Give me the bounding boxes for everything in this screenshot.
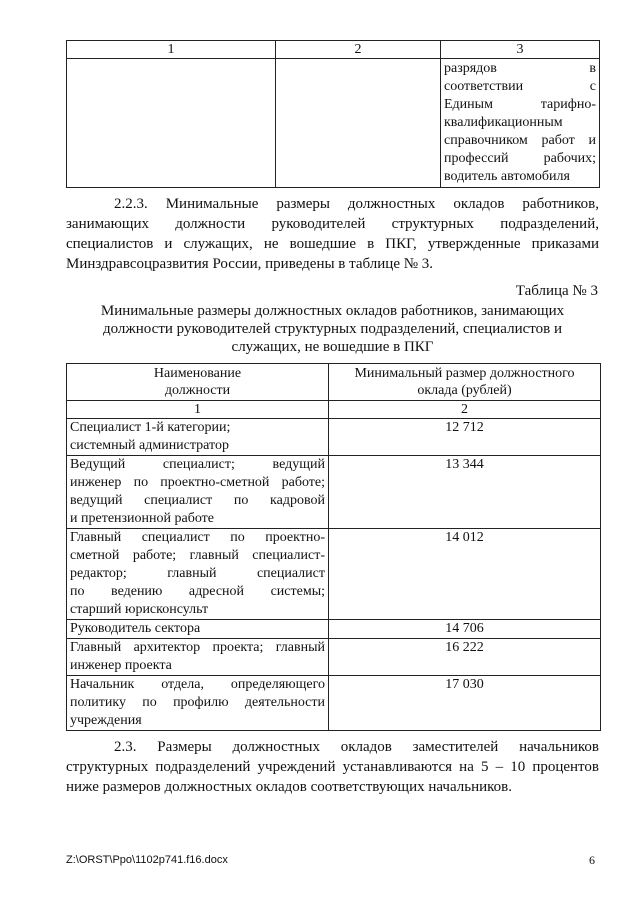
salary-value: 16 222 [329,639,601,676]
table-row [67,639,601,676]
position-name: Главный архитектор проекта; главный инженер проекта [67,639,329,676]
cell-line: разрядов в [444,61,596,76]
table-header-row [67,364,601,401]
paragraph-line: занимающих должности руководителей структурных подразделений, [66,216,599,232]
paragraph-line: 2.3. Размеры должностных окладов заместителей начальников [114,739,599,755]
footer-file-path: Z:\ORST\Ppo\1102p741.f16.docx [66,854,228,866]
continued-table [66,40,600,188]
page-number: 6 [589,853,595,867]
paragraph-2-3 [66,737,599,797]
salary-value: 12 712 [329,419,601,456]
cell-line: Единым тарифно- [444,97,596,112]
salary-value: 14 706 [329,620,601,639]
table-row [67,59,600,188]
table-cell-description [441,59,600,188]
table-row [67,676,601,731]
salary-value: 14 012 [329,529,601,620]
column-number: 2 [329,401,601,419]
table-row [67,620,601,639]
paragraph-2-2-3 [66,194,599,274]
column-number: 1 [67,41,276,59]
paragraph-line: специалистов и служащих, не вошедшие в ПКГ, утвержденные приказами [66,236,599,252]
position-name: Специалист 1-й категории; системный администратор [67,419,329,456]
column-number: 1 [67,401,329,419]
position-name: Руководитель сектора [67,620,329,639]
salary-table [66,363,601,731]
paragraph-line: ниже размеров должностных окладов соответствующих начальников. [66,779,513,795]
cell-line: справочником работ и [444,133,596,148]
table-title [66,302,599,356]
table-label: Таблица № 3 [515,283,598,299]
table-row [67,456,601,529]
table-column-numbers [67,401,601,419]
title-line: служащих, не вошедшие в ПКГ [231,339,434,355]
cell-line: водитель автомобиля [444,169,570,184]
header-min-salary: Минимальный размер должностного оклада (рублей) [329,364,601,401]
paragraph-line: 2.2.3. Минимальные размеры должностных окладов работников, [114,196,599,212]
position-name: Ведущий специалист; ведущий инженер по проектно-сметной работе; ведущий специалист по кадровой и претензионной работе [67,456,329,529]
table-cell-empty [67,59,276,188]
column-number: 3 [441,41,600,59]
table-row [67,419,601,456]
table-column-numbers [67,41,600,59]
table-row [67,529,601,620]
table-cell-empty [276,59,441,188]
title-line: Минимальные размеры должностных окладов работников, занимающих [100,303,565,319]
salary-value: 17 030 [329,676,601,731]
header-position-name: Наименование должности [67,364,329,401]
title-line: должности руководителей структурных подразделений, специалистов и [103,321,562,337]
salary-value: 13 344 [329,456,601,529]
column-number: 2 [276,41,441,59]
cell-line: соответствии с [444,79,596,94]
cell-line: профессий рабочих; [444,151,596,166]
position-name: Начальник отдела, определяющего политику по профилю деятельности учреждения [67,676,329,731]
paragraph-line: Минздравсоцразвития России, приведены в таблице № 3. [66,256,434,272]
paragraph-line: структурных подразделений учреждений устанавливаются на 5 – 10 процентов [66,759,599,775]
position-name: Главный специалист по проектно- сметной работе; главный специалист- редактор; главный специалист по ведению адресной системы; старший юрисконсульт [67,529,329,620]
cell-line: квалификационным [444,115,563,130]
